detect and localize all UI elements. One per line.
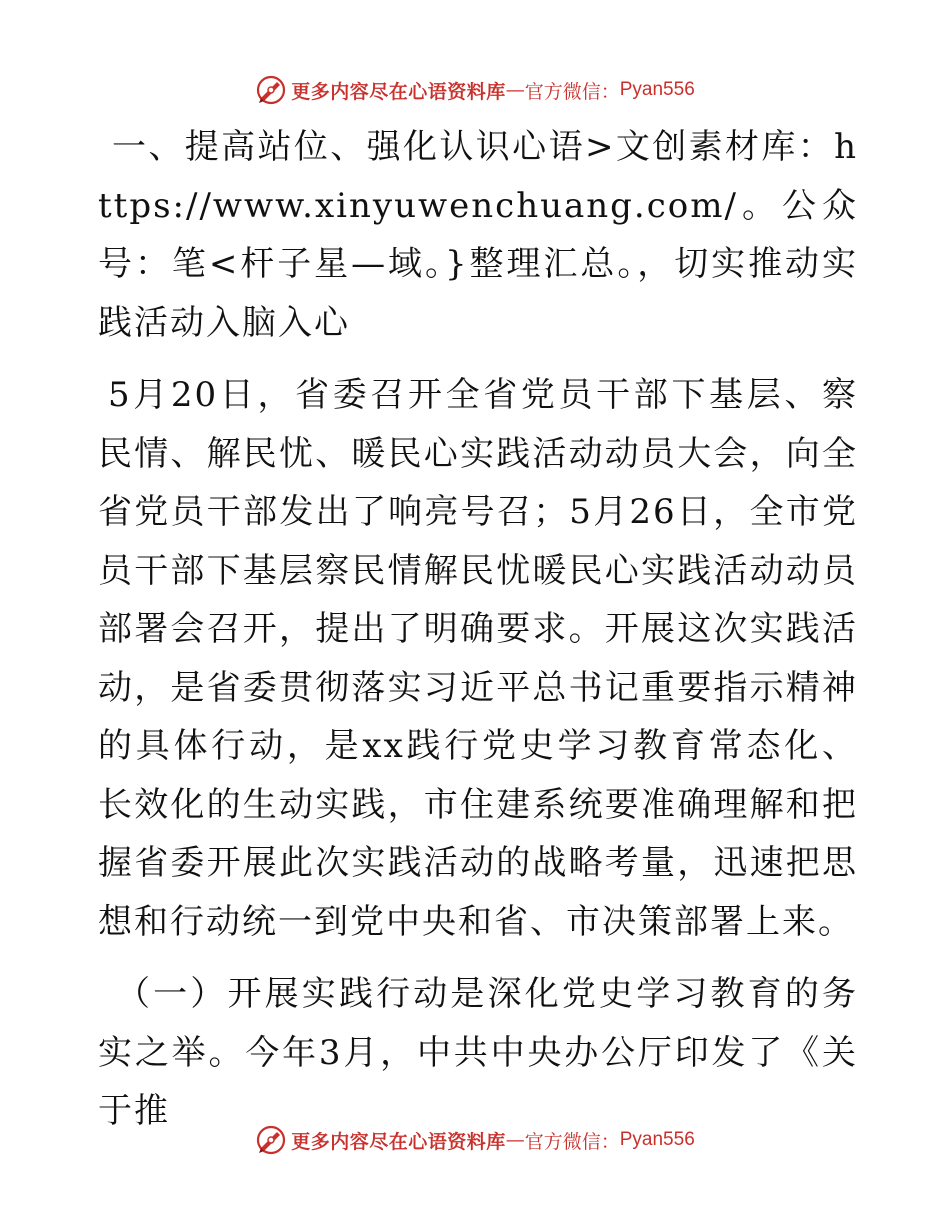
banner-separator: — <box>505 1129 525 1151</box>
footer-banner <box>0 1120 950 1160</box>
header-banner <box>0 70 950 110</box>
pen-logo-icon <box>255 74 287 106</box>
banner-wechat-label: 官方微信： <box>524 80 620 103</box>
pen-logo-icon <box>255 1124 287 1156</box>
body-paragraph: 5月20日，省委召开全省党员干部下基层、察民情、解民忧、暖民心实践活动动员大会，向全省党员干部发出了响亮号召；5月26日，全市党员干部下基层察民情解民忧暖民心实践活动动员部署会召开，提出了明确要求。开展这次实践活动，是省委贯彻落实习近平总书记重要指示精神的具体行动，是xx践行党史学习教育常态化、长效化的生动实践，市住建系统要准确理解和把握省委开展此次实践活动的战略考量，迅速把思想和行动统一到党中央和省、市决策部署上来。 <box>98 375 858 942</box>
subsection-paragraph: （一）开展实践行动是深化党史学习教育的务实之举。今年3月，中共中央办公厅印发了《关于推 <box>98 974 858 1131</box>
banner-slogan: 更多内容尽在心语资料库 <box>291 1130 506 1153</box>
banner-wechat-id: Pyan556 <box>619 79 695 100</box>
banner-wechat-label: 官方微信： <box>524 1130 620 1153</box>
banner-slogan: 更多内容尽在心语资料库 <box>291 80 506 103</box>
banner-wechat-id: Pyan556 <box>619 1129 695 1150</box>
banner-separator: — <box>505 79 525 101</box>
document-body <box>98 118 858 1141</box>
section-heading-paragraph: 一、提高站位、强化认识心语>文创素材库：https://www.xinyuwenchuang.com/。公众号：笔<杆子星—域。}整理汇总。，切实推动实践活动入脑入心 <box>98 127 858 343</box>
